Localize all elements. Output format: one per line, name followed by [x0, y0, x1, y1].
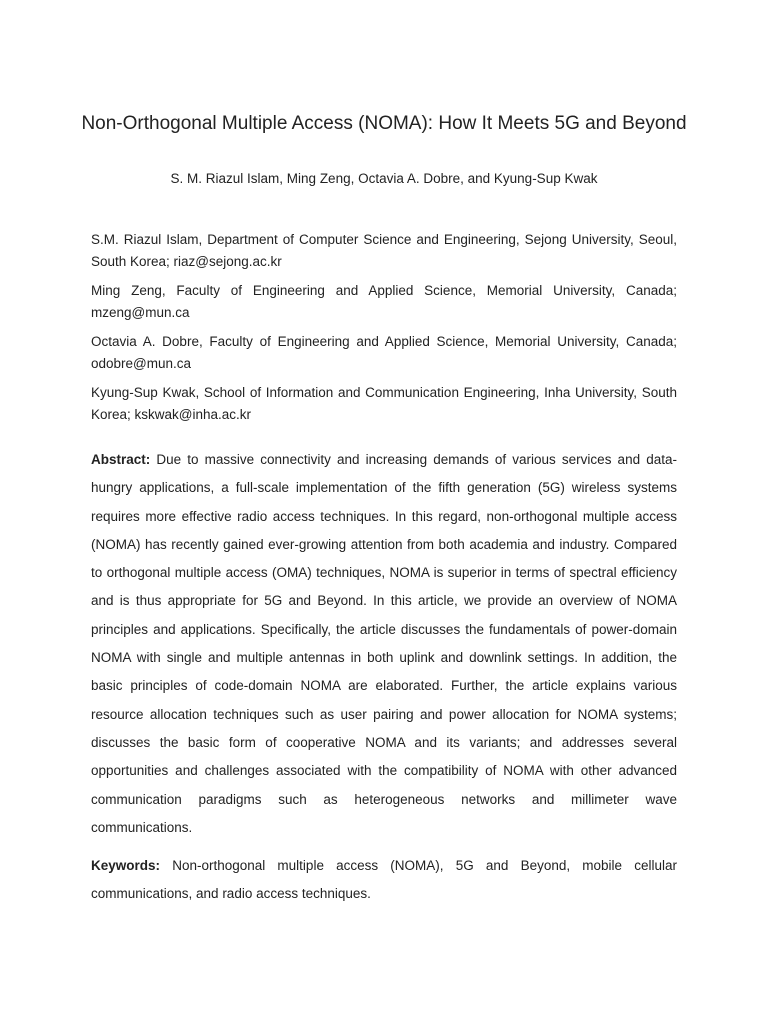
paper-title: Non-Orthogonal Multiple Access (NOMA): How It Meets 5G and Beyond	[81, 113, 687, 134]
keywords-text: Non-orthogonal multiple access (NOMA), 5G and Beyond, mobile cellular communications, and radio access techniques.	[91, 858, 677, 902]
abstract-text: Due to massive connectivity and increasing demands of various services and data-hungry applications, a full-scale implementation of the fifth generation (5G) wireless systems requires more effective radio access techniques. In this regard, non-orthogonal multiple access (NOMA) has recently gained ever-growing attention from both academia and industry. Compared to orthogonal multiple access (OMA) techniques, NOMA is superior in terms of spectral efficiency and is thus appropriate for 5G and Beyond. In this article, we provide an overview of NOMA principles and applications. Specifically, the article discusses the fundamentals of power-domain NOMA with single and multiple antennas in both uplink and downlink settings. In addition, the basic principles of code-domain NOMA are elaborated. Further, the article explains various resource allocation techniques such as user pairing and power allocation for NOMA systems; discusses the basic form of cooperative NOMA and its variants; and addresses several opportunities and challenges associated with the compatibility of NOMA with other advanced communication paradigms such as heterogeneous networks and millimeter wave communications.	[91, 452, 677, 835]
affiliation-list	[91, 229, 677, 433]
keywords-label: Keywords:	[91, 858, 161, 873]
affiliation-item: Kyung-Sup Kwak, School of Information and Communication Engineering, Inha University, South Korea; kskwak@inha.ac.kr	[91, 385, 677, 422]
abstract-paragraph	[91, 446, 677, 842]
affiliation-item: S.M. Riazul Islam, Department of Computer Science and Engineering, Sejong University, Seoul, South Korea; riaz@sejong.ac.kr	[91, 232, 677, 269]
author-list: S. M. Riazul Islam, Ming Zeng, Octavia A. Dobre, and Kyung-Sup Kwak	[170, 171, 598, 186]
affiliation-item: Ming Zeng, Faculty of Engineering and Applied Science, Memorial University, Canada; mzeng@mun.ca	[91, 283, 677, 320]
abstract-label: Abstract:	[91, 452, 151, 467]
affiliation-item: Octavia A. Dobre, Faculty of Engineering and Applied Science, Memorial University, Canada; odobre@mun.ca	[91, 334, 677, 371]
keywords-paragraph	[91, 852, 677, 909]
